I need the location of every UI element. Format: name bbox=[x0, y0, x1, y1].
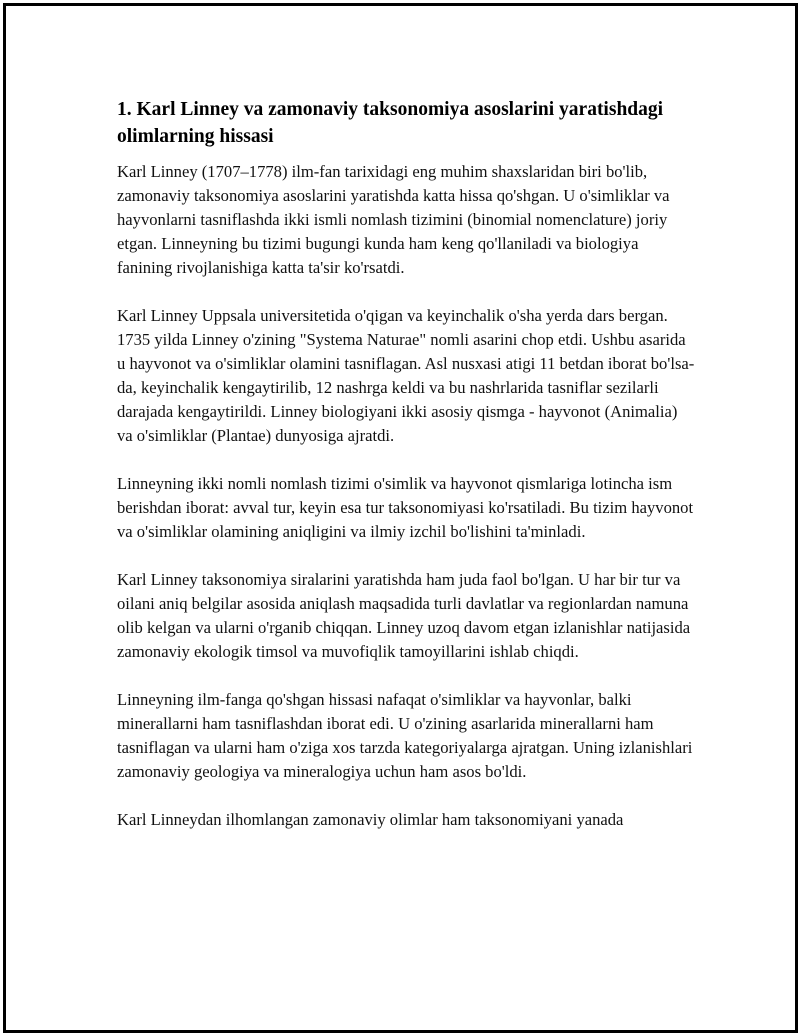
paragraph: Karl Linney (1707–1778) ilm-fan tarixidagi eng muhim shaxslaridan biri bo'lib, zamonaviy taksonomiya asoslarini yaratishda katta hissa qo'shgan. U o'simliklar va hayvonlarni tasniflashda ikki ismli nomlash tizimini (binomial nomenclature) joriy etgan. Linneyning bu tizimi bugungi kunda ham keng qo'llaniladi va biologiya fanining rivojlanishiga katta ta'sir ko'rsatdi. bbox=[117, 162, 670, 277]
paragraph: Linneyning ikki nomli nomlash tizimi o'simlik va hayvonot qismlariga lotincha ism berishdan iborat: avval tur, keyin esa tur taksonomiyasi ko'rsatiladi. Bu tizim hayvonot va o'simliklar olamining aniqligini va ilmiy izchil bo'lishini ta'minladi. bbox=[117, 474, 694, 541]
paragraph: Karl Linney taksonomiya siralarini yaratishda ham juda faol bo'lgan. U har bir tur va oilani aniq belgilar asosida aniqlash maqsadida turli davlatlar va regionlardan namuna olib kelgan va ularni o'rganib chiqqan. Linney uzoq davom etgan izlanishlar natijasida zamonaviy ekologik timsol va muvofiqlik tamoyillarini ishlab chiqdi. bbox=[117, 570, 691, 661]
document-title: 1. Karl Linney va zamonaviy taksonomiya asoslarini yaratishdagi olimlarning hissasi bbox=[117, 99, 664, 147]
paragraph: Karl Linneydan ilhomlangan zamonaviy olimlar ham taksonomiyani yanada bbox=[117, 810, 624, 829]
document-body bbox=[117, 96, 697, 856]
paragraph: Karl Linney Uppsala universitetida o'qigan va keyinchalik o'sha yerda dars bergan. 1735 yilda Linney o'zining "Systema Naturae" nomli asarini chop etdi. Ushbu asarida u hayvonot va o'simliklar olamini tasniflagan. Asl nusxasi atigi 11 betdan iborat bo'lsa-da, keyinchalik kengaytirilib, 12 nashrga keldi va bu nashrlarida tasniflar sezilarli darajada kengaytirildi. Linney biologiyani ikki asosiy qismga - hayvonot (Animalia) va o'simliklar (Plantae) dunyosiga ajratdi. bbox=[117, 306, 695, 445]
paragraph: Linneyning ilm-fanga qo'shgan hissasi nafaqat o'simliklar va hayvonlar, balki minerallarni ham tasniflashdan iborat edi. U o'zining asarlarida minerallarni ham tasniflagan va ularni ham o'ziga xos tarzda kategoriyalarga ajratgan. Uning izlanishlari zamonaviy geologiya va mineralogiya uchun ham asos bo'ldi. bbox=[117, 690, 693, 781]
